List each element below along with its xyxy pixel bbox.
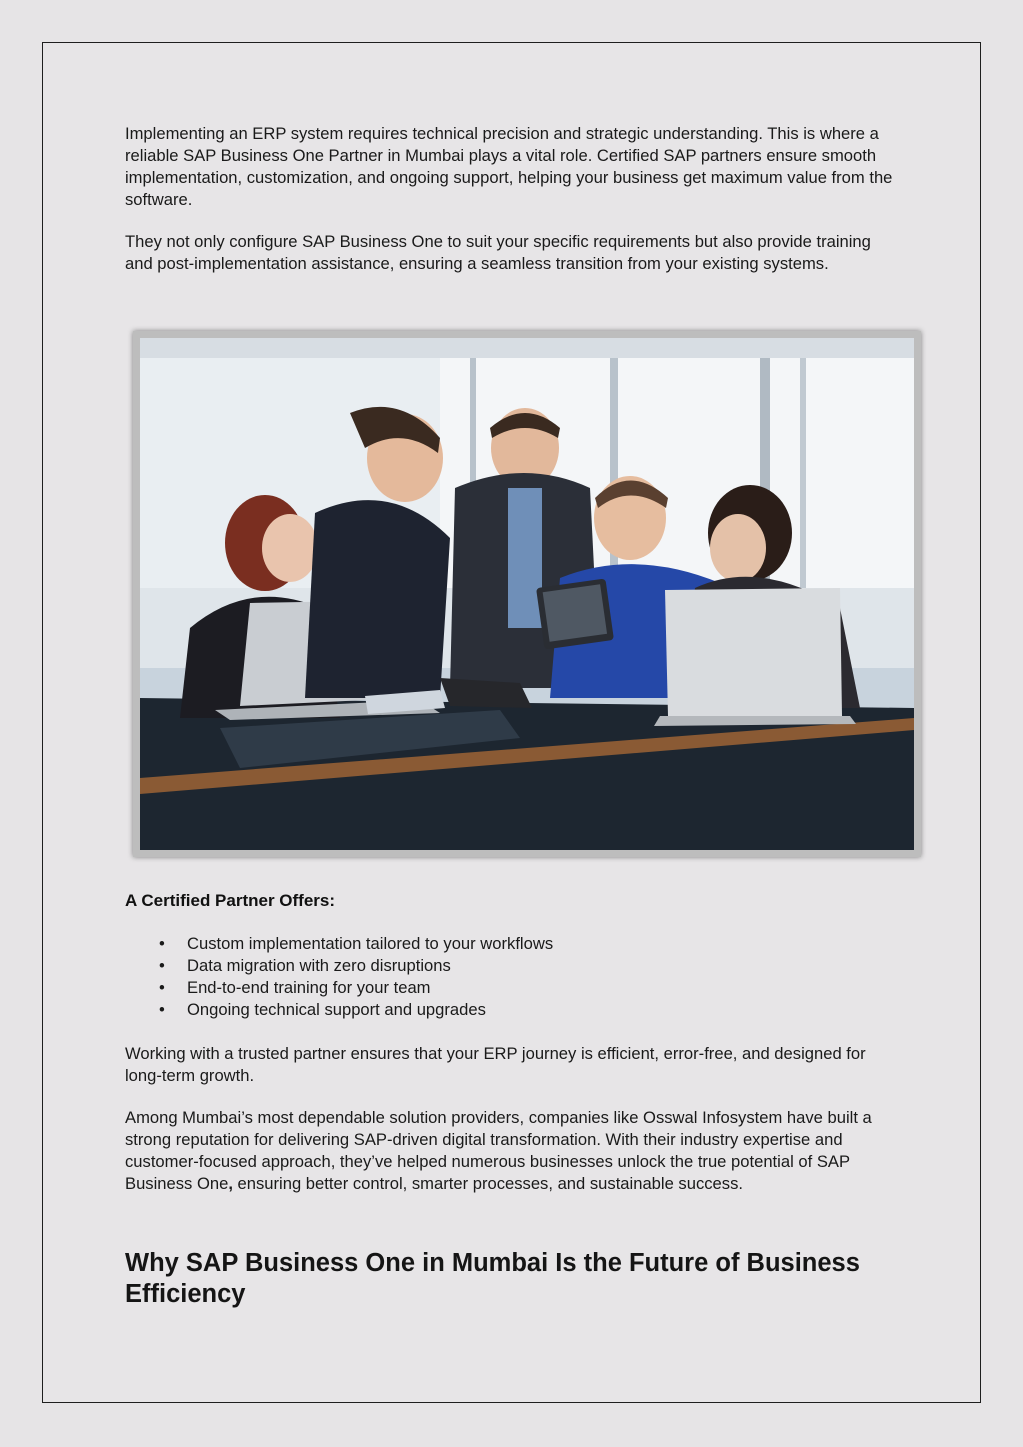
closing-paragraph-2 bbox=[125, 1107, 900, 1195]
offers-heading: A Certified Partner Offers: bbox=[125, 891, 336, 910]
team-meeting-photo bbox=[140, 338, 914, 850]
bullet-icon: • bbox=[159, 978, 165, 997]
list-item-text: Data migration with zero disruptions bbox=[187, 956, 451, 975]
closing-paragraph-2-end: ensuring better control, smarter processes, and sustainable success. bbox=[232, 1174, 743, 1193]
team-meeting-photo-frame bbox=[133, 331, 921, 857]
intro-paragraph-2: They not only configure SAP Business One to suit your specific requirements but also provide training and post-implementation assistance, ensuring a seamless transition from your existing systems. bbox=[125, 232, 871, 273]
offers-list bbox=[125, 933, 553, 1021]
bullet-icon: • bbox=[159, 956, 165, 975]
team-meeting-illustration bbox=[140, 338, 914, 850]
closing-paragraph-1: Working with a trusted partner ensures that your ERP journey is efficient, error-free, and designed for long-term growth. bbox=[125, 1044, 866, 1085]
closing-paragraph-2-start: Among Mumbai’s most dependable solution providers, companies like Osswal Infosystem have built a strong reputation for delivering SAP-driven digital transformation. With their industry expertise and customer-focused approach, they’ve helped numerous businesses unlock the true potential of SAP Business One bbox=[125, 1108, 872, 1193]
closing-paragraph-2-bold: , bbox=[228, 1174, 233, 1193]
bullet-icon: • bbox=[159, 934, 165, 953]
intro-paragraph-1: Implementing an ERP system requires technical precision and strategic understanding. This is where a reliable SAP Business One Partner in Mumbai plays a vital role. Certified SAP partners ensure smooth implementation, customization, and ongoing support, helping your business get maximum value from the software. bbox=[125, 124, 893, 209]
list-item-text: End-to-end training for your team bbox=[187, 978, 431, 997]
document-page bbox=[42, 42, 981, 1403]
list-item bbox=[125, 933, 553, 955]
section-heading: Why SAP Business One in Mumbai Is the Future of Business Efficiency bbox=[125, 1249, 860, 1308]
list-item bbox=[125, 955, 553, 977]
list-item bbox=[125, 977, 553, 999]
closing-text bbox=[125, 1043, 900, 1215]
bullet-icon: • bbox=[159, 1000, 165, 1019]
list-item-text: Custom implementation tailored to your workflows bbox=[187, 934, 554, 953]
intro-text bbox=[125, 123, 900, 295]
list-item-text: Ongoing technical support and upgrades bbox=[187, 1000, 486, 1019]
list-item bbox=[125, 999, 553, 1021]
